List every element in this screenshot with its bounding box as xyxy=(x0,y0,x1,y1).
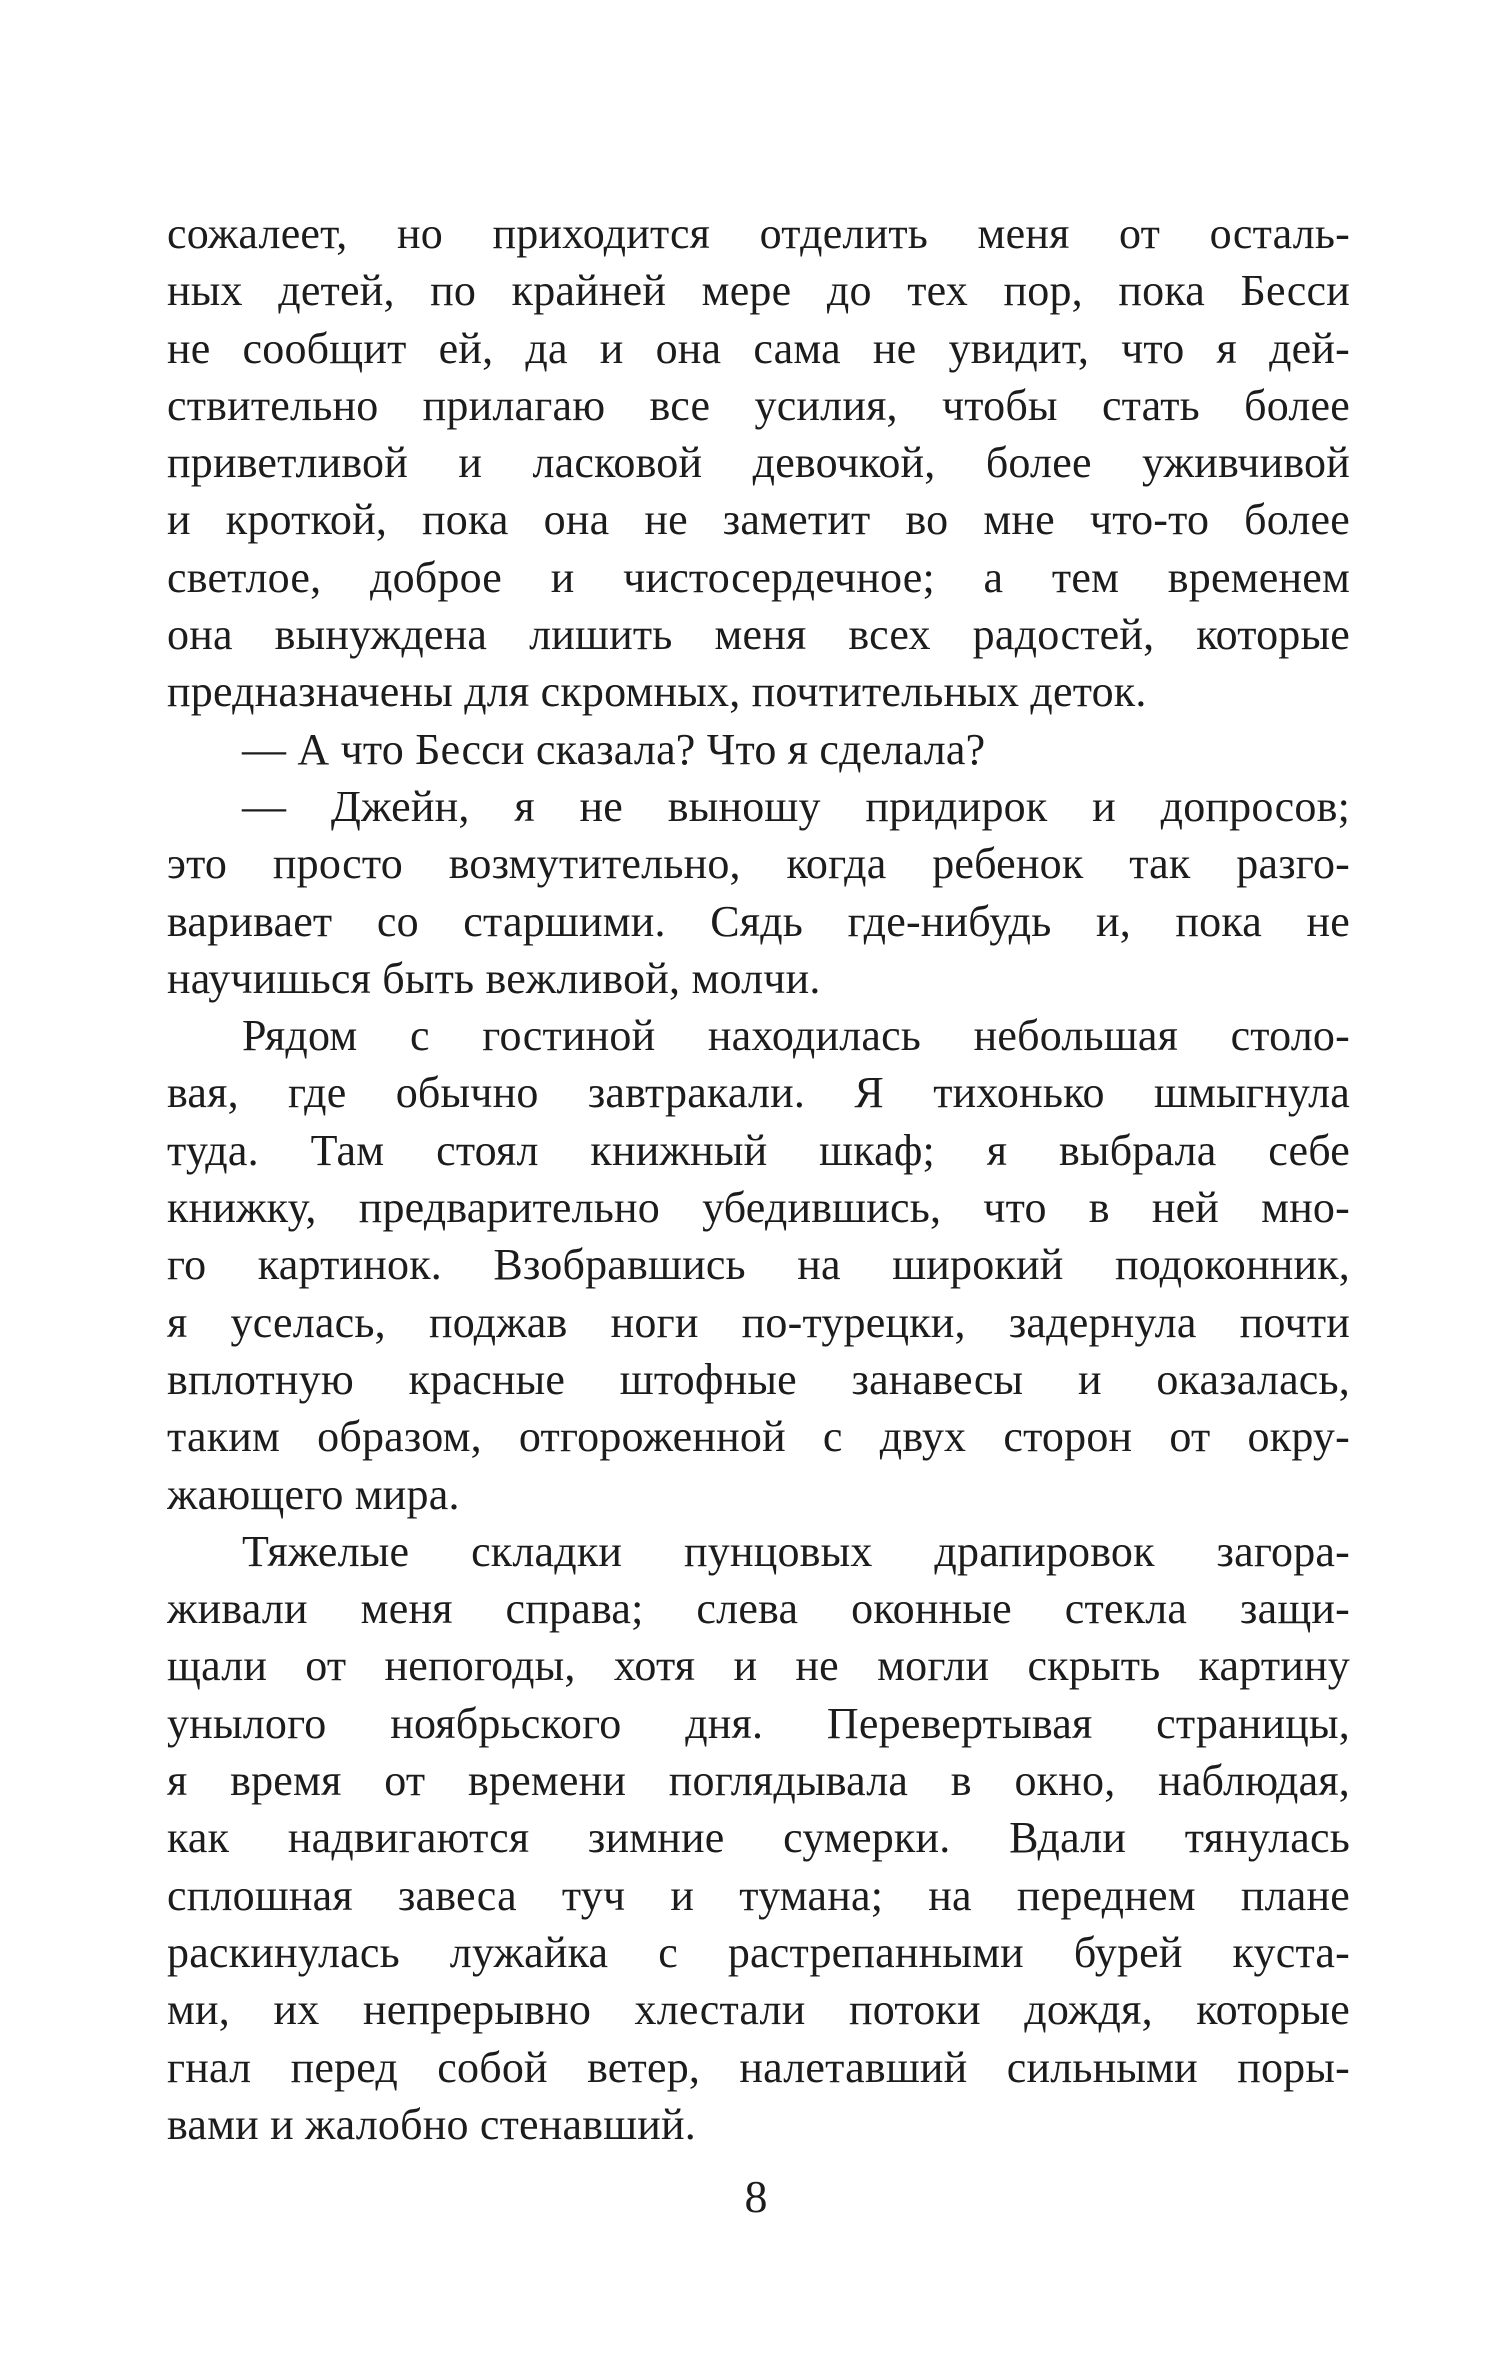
page-number: 8 xyxy=(744,2171,768,2222)
text-line: светлое, доброе и чистосердечное; а тем временем xyxy=(167,552,1350,602)
text-line: приветливой и ласковой девочкой, более уживчивой xyxy=(167,438,1350,488)
text-line: не сообщит ей, да и она сама не увидит, что я дей- xyxy=(167,323,1350,373)
text-line: жающего мира. xyxy=(167,1469,460,1519)
text-line: туда. Там стоял книжный шкаф; я выбрала себе xyxy=(167,1125,1350,1175)
text-line-dialogue: — Джейн, я не выношу придирок и допросов; xyxy=(242,781,1350,831)
text-line: сожалеет, но приходится отделить меня от осталь- xyxy=(167,209,1350,258)
text-line: живали меня справа; слева оконные стекла защи- xyxy=(167,1584,1350,1634)
text-line: раскинулась лужайка с растрепанными бурей куста- xyxy=(167,1927,1350,1977)
text-line: гнал перед собой ветер, налетавший сильными поры- xyxy=(167,2042,1350,2092)
text-line: я уселась, поджав ноги по-турецки, задернула почти xyxy=(167,1297,1350,1347)
text-line: сплошная завеса туч и тумана; на переднем плане xyxy=(167,1870,1350,1920)
page-text-block xyxy=(167,205,1350,2153)
text-line: вая, где обычно завтракали. Я тихонько шмыгнула xyxy=(167,1068,1350,1118)
text-line: научишься быть вежливой, молчи. xyxy=(167,953,821,1003)
text-line: я время от времени поглядывала в окно, наблюдая, xyxy=(167,1756,1350,1806)
text-line: Рядом с гостиной находилась небольшая столо- xyxy=(242,1011,1350,1061)
text-line: как надвигаются зимние сумерки. Вдали тянулась xyxy=(167,1813,1350,1863)
text-line: варивает со старшими. Сядь где-нибудь и, пока не xyxy=(167,896,1350,946)
text-line: щали от непогоды, хотя и не могли скрыть картину xyxy=(167,1641,1350,1691)
text-line: вплотную красные штофные занавесы и оказалась, xyxy=(167,1354,1350,1404)
text-line: унылого ноябрьского дня. Перевертывая страницы, xyxy=(167,1698,1350,1748)
text-line: она вынуждена лишить меня всех радостей, которые xyxy=(167,610,1350,660)
text-line: ствительно прилагаю все усилия, чтобы стать более xyxy=(167,380,1350,430)
text-line: вами и жалобно стенавший. xyxy=(167,2099,696,2149)
text-line-dialogue: — А что Бесси сказала? Что я сделала? xyxy=(242,724,986,774)
text-line: предназначены для скромных, почтительных деток. xyxy=(167,667,1147,717)
text-line: книжку, предварительно убедившись, что в ней мно- xyxy=(167,1183,1350,1233)
text-line: таким образом, отгороженной с двух сторон от окру- xyxy=(167,1412,1350,1462)
text-line: ми, их непрерывно хлестали потоки дождя, которые xyxy=(167,1985,1350,2035)
text-line: го картинок. Взобравшись на широкий подоконник, xyxy=(167,1240,1350,1290)
text-line: и кроткой, пока она не заметит во мне что-то более xyxy=(167,495,1350,545)
text-line: это просто возмутительно, когда ребенок так разго- xyxy=(167,839,1350,889)
text-line: ных детей, по крайней мере до тех пор, пока Бесси xyxy=(167,266,1350,316)
text-line: Тяжелые складки пунцовых драпировок загора- xyxy=(242,1526,1350,1576)
